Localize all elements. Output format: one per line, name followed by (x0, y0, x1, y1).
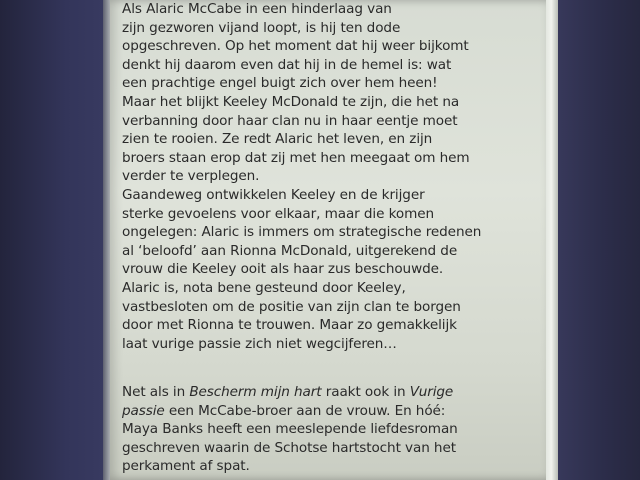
background-left (0, 0, 120, 480)
text-line: vrouw die Keeley ooit als haar zus beschouwde. (122, 261, 444, 278)
text-line: Gaandeweg ontwikkelen Keeley en de krijger (122, 186, 425, 203)
text-line: Alaric is, nota bene gesteund door Keeley, (122, 279, 406, 296)
text-line (122, 383, 458, 402)
text-line: zijn gezworen vijand loopt, is hij ten dode (122, 19, 401, 36)
book-title-reference: Bescherm mijn hart (189, 384, 322, 400)
text-line: Maya Banks heeft een meeslepende liefdesroman (122, 421, 458, 438)
text-line: ongelegen: Alaric is immers om strategische redenen (122, 224, 482, 241)
blurb-paragraph-2 (122, 383, 458, 476)
text-line: zien te rooien. Ze redt Alaric het leven, en zijn (122, 131, 433, 148)
book-title-reference: Vurige (409, 384, 454, 400)
book-page-edge (546, 0, 558, 480)
text-segment: raakt ook in (321, 384, 410, 400)
text-segment: een McCabe-broer aan de vrouw. En hóé: (164, 402, 446, 419)
text-line: denkt hij daarom even dat hij in de hemel is: wat (122, 56, 452, 73)
text-line: broers staan erop dat zij met hen meegaat om hem (122, 149, 470, 166)
text-line: laat vurige passie zich niet wegcijferen… (122, 335, 397, 352)
text-line: al ‘beloofd’ aan Rionna McDonald, uitgerekend de (122, 242, 458, 259)
book-title-reference: passie (122, 402, 165, 419)
blurb-paragraph-1 (122, 0, 481, 353)
text-line: opgeschreven. Op het moment dat hij weer bijkomt (122, 38, 469, 55)
text-line: verder te verplegen. (122, 168, 260, 185)
text-segment: Net als in (122, 384, 190, 400)
text-line: geschreven waarin de Schotse hartstocht van het (122, 439, 456, 456)
background-right (548, 0, 640, 480)
text-line: Als Alaric McCabe in een hinderlaag van (122, 1, 392, 17)
text-line: vastbesloten om de positie van zijn clan te borgen (122, 298, 461, 315)
text-line: Maar het blijkt Keeley McDonald te zijn, die het na (122, 93, 460, 110)
text-line (122, 402, 458, 421)
text-line: verbanning door haar clan nu in haar eentje moet (122, 112, 458, 129)
text-line: sterke gevoelens voor elkaar, maar die komen (122, 205, 434, 222)
text-line: door met Rionna te trouwen. Maar zo gemakkelijk (122, 317, 457, 334)
text-line: een prachtige engel buigt zich over hem heen! (122, 75, 438, 92)
text-line: perkament af spat. (122, 458, 250, 475)
